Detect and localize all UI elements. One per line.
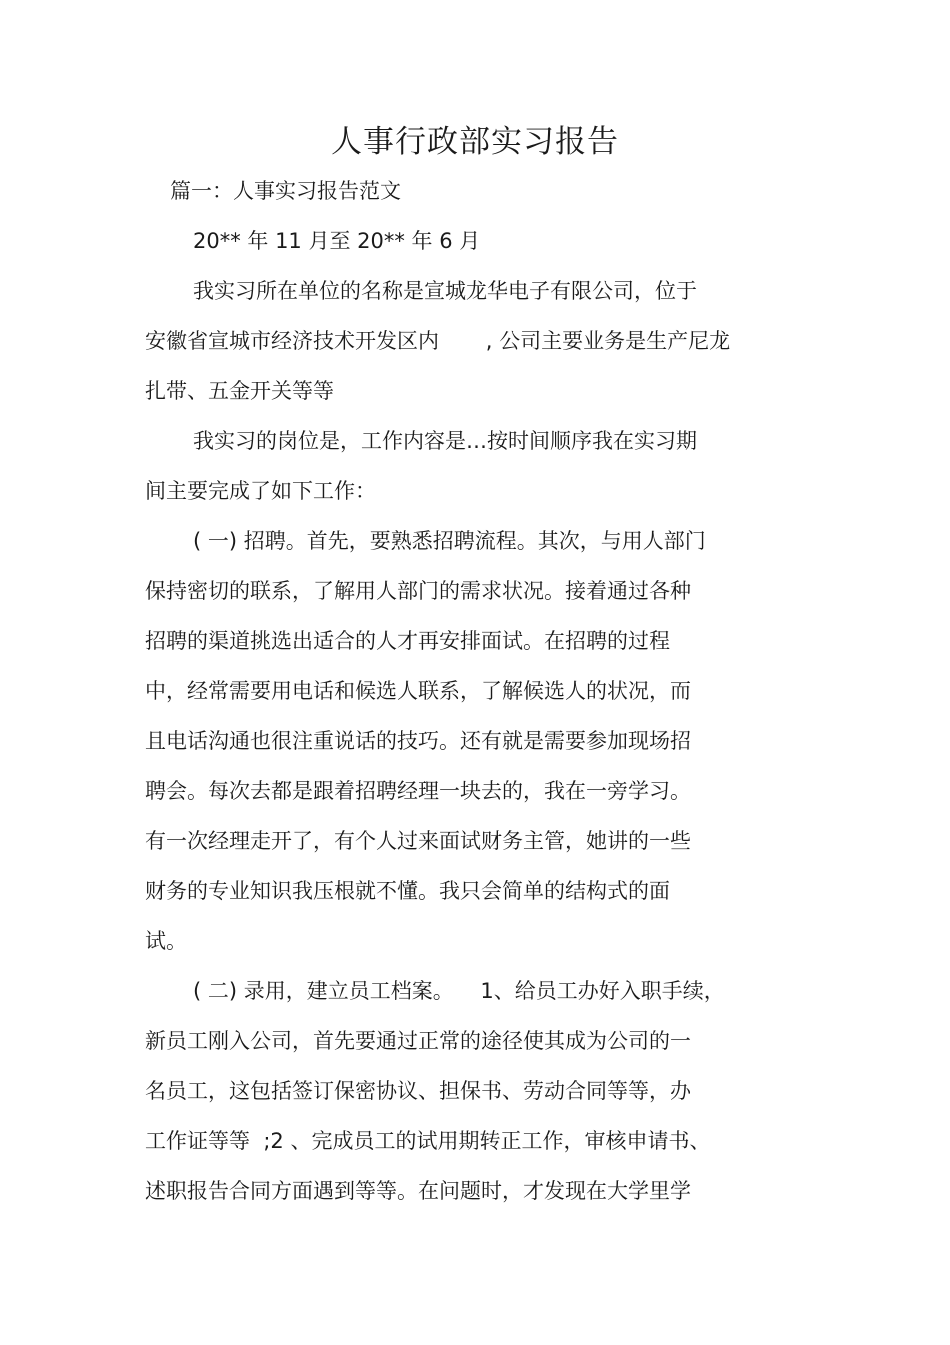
document-title: 人事行政部实习报告 <box>331 124 619 160</box>
paragraph-line: 扎带、五金开关等等 <box>145 379 334 403</box>
paragraph-line: 名员工，这包括签订保密协议、担保书、劳动合同等等，办 <box>145 1079 691 1103</box>
paragraph-line: 招聘的渠道挑选出适合的人才再安排面试。在招聘的过程 <box>145 629 670 653</box>
paragraph-line: 工作证等等 ;2 、完成员工的试用期转正工作，审核申请书、 <box>145 1129 711 1153</box>
paragraph-line: 我实习所在单位的名称是宣城龙华电子有限公司，位于 <box>193 279 697 303</box>
paragraph-line: 中，经常需要用电话和候选人联系，了解候选人的状况，而 <box>145 679 691 703</box>
paragraph-line: 财务的专业知识我压根就不懂。我只会简单的结构式的面 <box>145 879 670 903</box>
paragraph-line: 述职报告合同方面遇到等等。在问题时，才发现在大学里学 <box>145 1179 691 1203</box>
date-line: 20** 年 11 月至 20** 年 6 月 <box>193 229 481 253</box>
paragraph-line: 且电话沟通也很注重说话的技巧。还有就是需要参加现场招 <box>145 729 691 753</box>
paragraph-line: 聘会。每次去都是跟着招聘经理一块去的，我在一旁学习。 <box>145 779 691 803</box>
paragraph-line: 我实习的岗位是，工作内容是…按时间顺序我在实习期 <box>193 429 697 453</box>
paragraph-line: 安徽省宣城市经济技术开发区内 , 公司主要业务是生产尼龙 <box>145 329 731 353</box>
paragraph-line: 有一次经理走开了，有个人过来面试财务主管，她讲的一些 <box>145 829 691 853</box>
document-subtitle: 篇一：人事实习报告范文 <box>170 179 401 203</box>
paragraph-line: ( 一) 招聘。首先，要熟悉招聘流程。其次，与用人部门 <box>193 529 706 553</box>
paragraph-line: ( 二) 录用，建立员工档案。 1、给员工办好入职手续， <box>193 979 725 1003</box>
paragraph-line: 保持密切的联系，了解用人部门的需求状况。接着通过各种 <box>145 579 691 603</box>
paragraph-line: 间主要完成了如下工作： <box>145 479 376 503</box>
paragraph-line: 新员工刚入公司，首先要通过正常的途径使其成为公司的一 <box>145 1029 691 1053</box>
paragraph-line: 试。 <box>145 929 187 953</box>
